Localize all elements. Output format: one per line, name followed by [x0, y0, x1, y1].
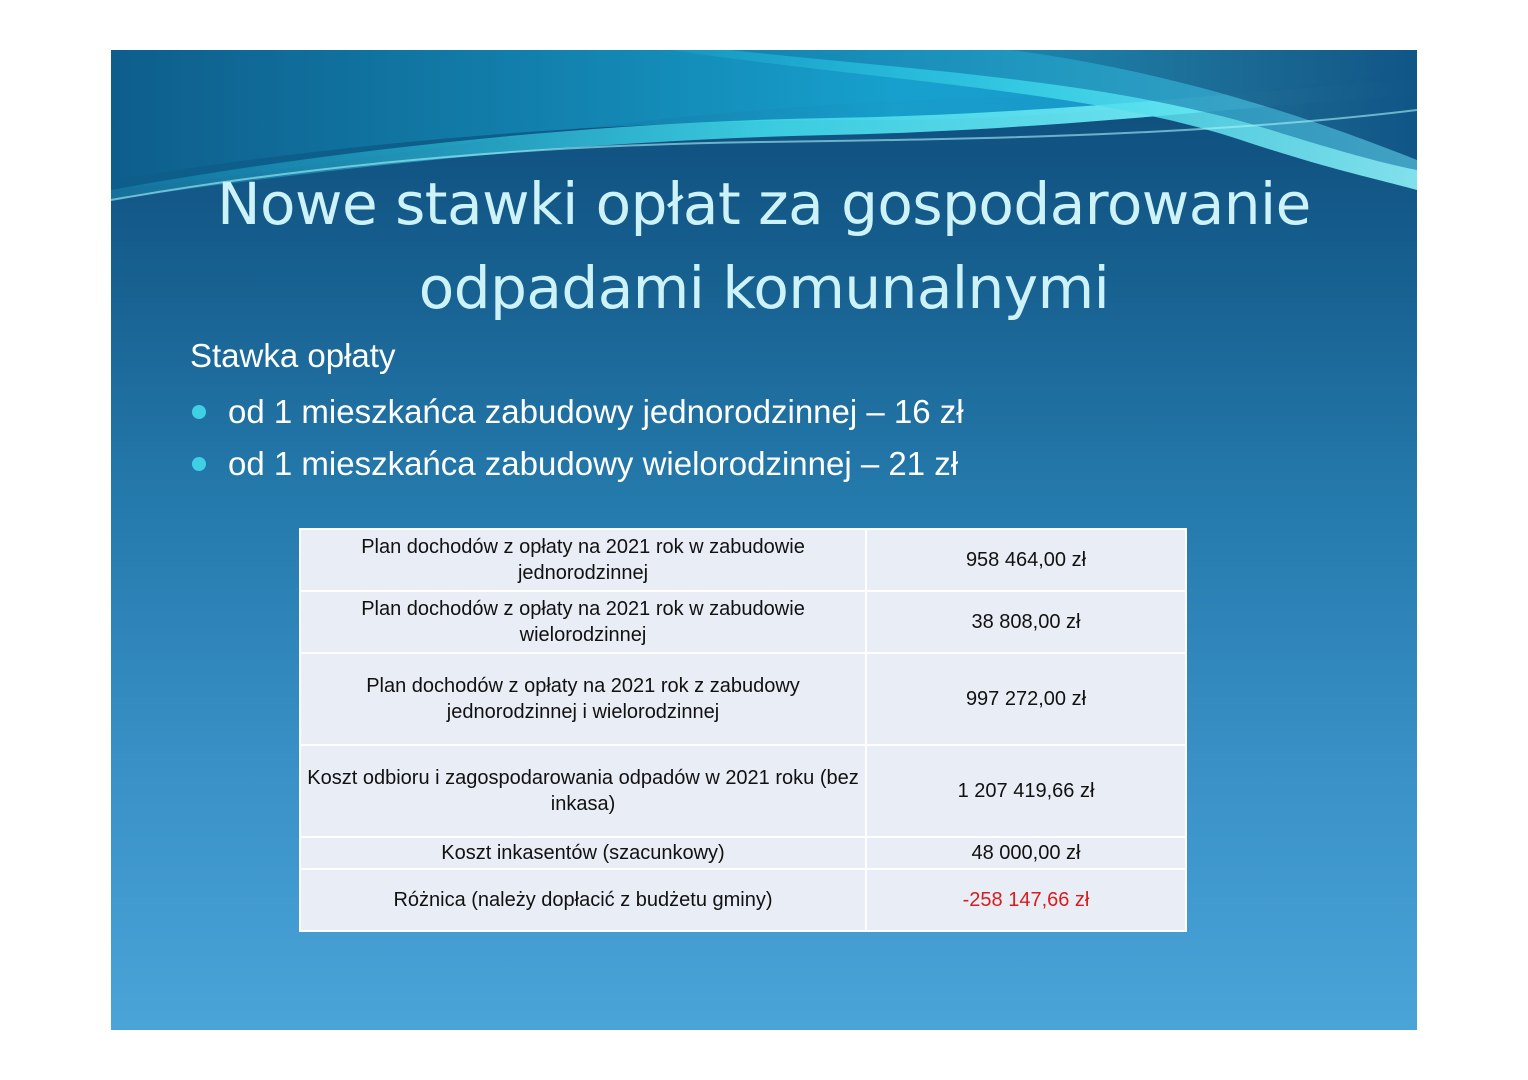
row-value: 48 000,00 zł — [866, 837, 1186, 869]
bullet-icon — [192, 405, 206, 419]
title-line-1: Nowe stawki opłat za gospodarowanie — [217, 170, 1311, 238]
subtitle: Stawka opłaty — [190, 337, 396, 374]
row-label: Koszt odbioru i zagospodarowania odpadów w 2021 roku (bez inkasa) — [300, 745, 866, 837]
row-label: Plan dochodów z opłaty na 2021 rok w zabudowie wielorodzinnej — [300, 591, 866, 653]
table-row — [300, 653, 1186, 745]
difference-value: -258 147,66 zł — [866, 869, 1186, 931]
table-row — [300, 745, 1186, 837]
list-item-text: od 1 mieszkańca zabudowy wielorodzinnej – 21 zł — [228, 445, 959, 482]
list-item — [190, 386, 964, 438]
table-row — [300, 837, 1186, 869]
row-label: Koszt inkasentów (szacunkowy) — [300, 837, 866, 869]
row-value: 1 207 419,66 zł — [866, 745, 1186, 837]
bullet-icon — [192, 457, 206, 471]
rate-list — [190, 386, 964, 490]
table-row — [300, 591, 1186, 653]
list-item-text: od 1 mieszkańca zabudowy jednorodzinnej – 16 zł — [228, 393, 964, 430]
row-value: 997 272,00 zł — [866, 653, 1186, 745]
row-label: Różnica (należy dopłacić z budżetu gminy) — [300, 869, 866, 931]
row-label: Plan dochodów z opłaty na 2021 rok z zabudowy jednorodzinnej i wielorodzinnej — [300, 653, 866, 745]
budget-table-container — [299, 528, 1187, 932]
budget-table — [299, 528, 1187, 932]
row-value: 38 808,00 zł — [866, 591, 1186, 653]
table-row — [300, 529, 1186, 591]
table-row — [300, 869, 1186, 931]
slide-title — [111, 162, 1417, 330]
list-item — [190, 438, 964, 490]
title-line-2: odpadami komunalnymi — [418, 254, 1110, 322]
slide — [111, 50, 1417, 1030]
row-value: 958 464,00 zł — [866, 529, 1186, 591]
row-label: Plan dochodów z opłaty na 2021 rok w zabudowie jednorodzinnej — [300, 529, 866, 591]
